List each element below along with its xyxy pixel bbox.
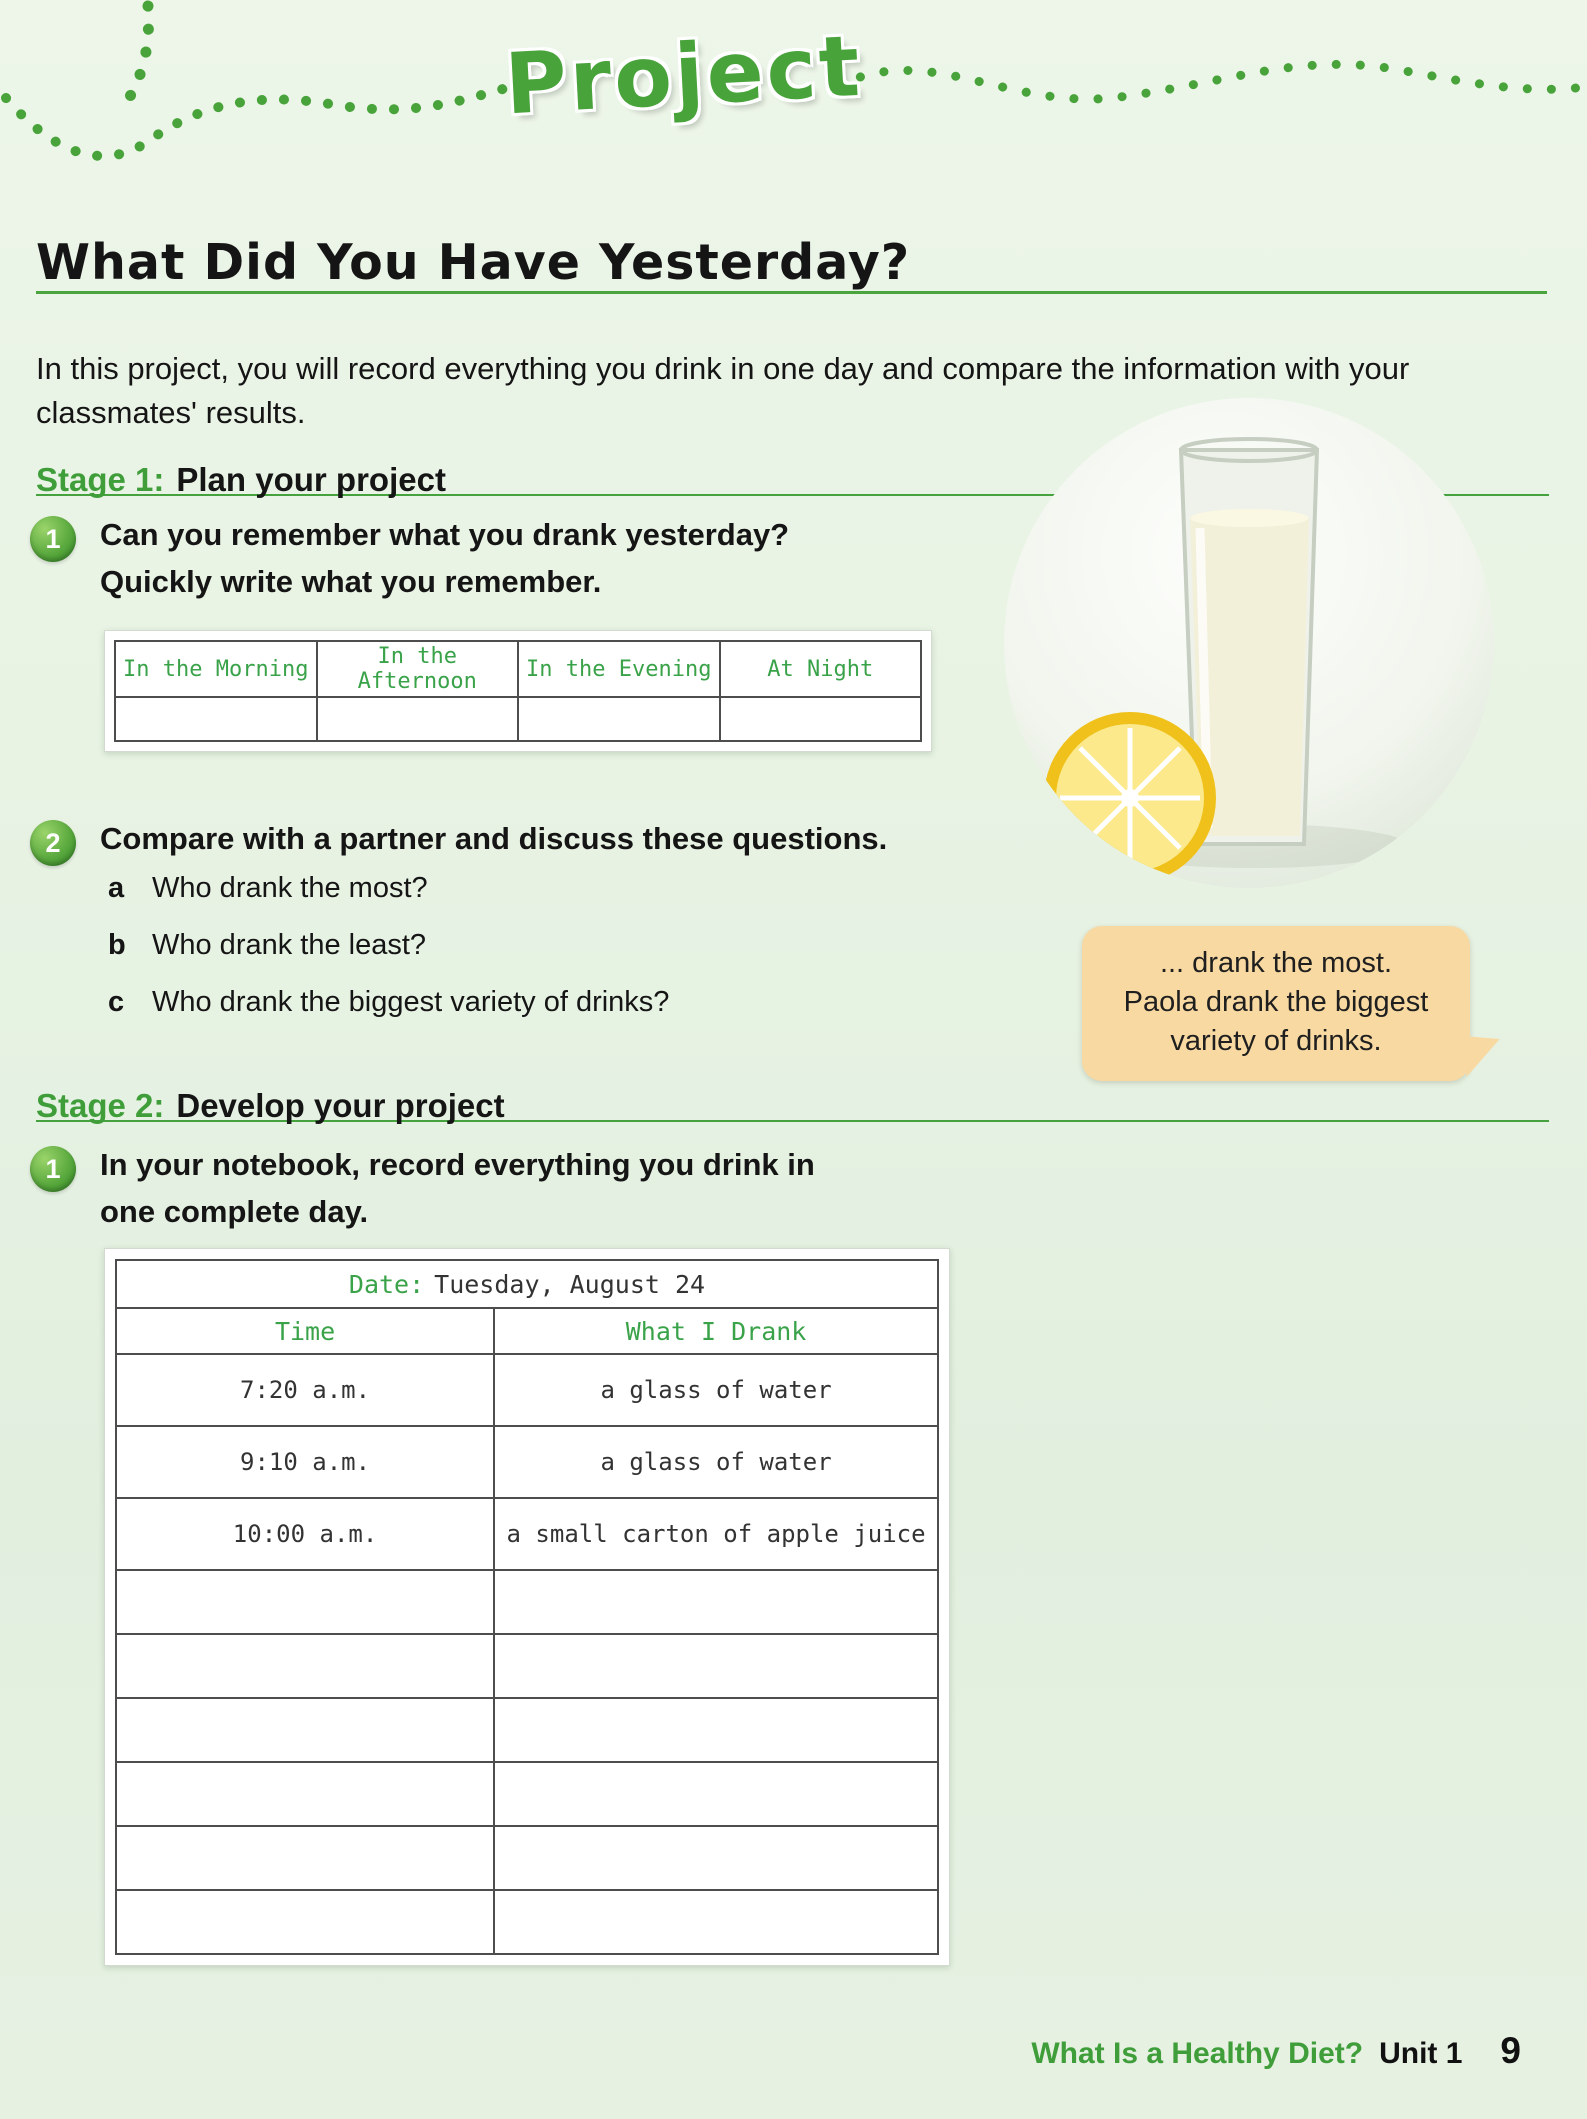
page-title: What Did You Have Yesterday?: [36, 234, 911, 291]
log-drink-cell: a glass of water: [494, 1354, 938, 1426]
log-drink-cell: [494, 1634, 938, 1698]
stage1-step2: [30, 816, 887, 866]
log-time-cell: [116, 1762, 494, 1826]
recall-header-morning: In the Morning: [115, 641, 317, 697]
recall-header-evening: In the Evening: [518, 641, 720, 697]
log-drink-cell: [494, 1698, 938, 1762]
log-row: [116, 1570, 938, 1634]
log-time-cell: [116, 1634, 494, 1698]
log-row: [116, 1634, 938, 1698]
speech-bubble-line1: ... drank the most.: [1159, 947, 1393, 979]
footer-section-title: What Is a Healthy Diet?: [1031, 2037, 1364, 2070]
log-date-value: Tuesday, August 24: [434, 1269, 706, 1299]
stage2-heading: [36, 1072, 1549, 1126]
log-date-label: Date:: [348, 1269, 425, 1299]
liquid-surface: [1191, 509, 1309, 527]
log-header-row: [116, 1308, 938, 1354]
log-time-cell: 7:20 a.m.: [116, 1354, 494, 1426]
stage1-step1-line1: Can you remember what you drank yesterday?: [100, 517, 790, 552]
discussion-questions: [108, 872, 669, 1043]
stage2-label: Stage 2:: [36, 1087, 165, 1124]
stage1-step1: [30, 512, 789, 605]
recall-table: [114, 640, 922, 742]
question-a-text: Who drank the most?: [152, 872, 428, 904]
title-block: [36, 212, 1547, 296]
speech-bubble-line3: variety of drinks.: [1170, 1025, 1382, 1058]
stage2-step1-line1: In your notebook, record everything you drink in: [100, 1147, 815, 1182]
log-drink-cell: [494, 1890, 938, 1954]
log-time-cell: 9:10 a.m.: [116, 1426, 494, 1498]
recall-header-night: At Night: [720, 641, 922, 697]
log-row: [116, 1890, 938, 1954]
log-row: [116, 1826, 938, 1890]
log-row: [116, 1762, 938, 1826]
stage1-step1-line2: Quickly write what you remember.: [100, 563, 602, 599]
recall-header-afternoon: In the Afternoon: [317, 641, 519, 697]
log-drink-cell: [494, 1762, 938, 1826]
question-b-text: Who drank the least?: [152, 929, 427, 961]
question-a: [108, 872, 669, 905]
title-underline: [36, 291, 1547, 294]
recall-table-panel: [104, 630, 932, 752]
dotted-trail-left: [6, 84, 522, 156]
log-date-cell: [116, 1260, 938, 1308]
footer-page-number: 9: [1500, 2030, 1521, 2071]
recall-cell-afternoon: [317, 697, 519, 741]
question-c: [108, 986, 669, 1019]
drink-log-table: [115, 1259, 939, 1955]
recall-cell-morning: [115, 697, 317, 741]
project-badge: Project: [502, 16, 865, 134]
stage1-label: Stage 1:: [36, 461, 165, 498]
step-number-badge: 1: [30, 1146, 76, 1192]
log-row: [116, 1698, 938, 1762]
recall-cell-night: [720, 697, 922, 741]
log-drink-cell: [494, 1570, 938, 1634]
question-c-text: Who drank the biggest variety of drinks?: [152, 986, 670, 1018]
log-drink-cell: a glass of water: [494, 1426, 938, 1498]
footer-unit-label: Unit 1: [1379, 2037, 1463, 2070]
log-drink-cell: a small carton of apple juice: [494, 1498, 938, 1570]
dotted-trail-top-left: [118, 6, 149, 114]
question-b: [108, 929, 669, 962]
recall-answer-row: [115, 697, 921, 741]
log-time-cell: [116, 1826, 494, 1890]
question-a-letter: a: [108, 872, 125, 904]
recall-header-row: [115, 641, 921, 697]
step-number-badge: 1: [30, 516, 76, 562]
drink-log-panel: [104, 1248, 950, 1966]
recall-cell-evening: [518, 697, 720, 741]
log-time-cell: 10:00 a.m.: [116, 1498, 494, 1570]
stage2-step1-line2: one complete day.: [100, 1193, 369, 1229]
log-time-cell: [116, 1570, 494, 1634]
lemonade-photo: [1002, 396, 1496, 890]
stage2-title: Develop your project: [176, 1087, 505, 1124]
dotted-trail-right: [838, 64, 1576, 99]
log-header-time: Time: [116, 1308, 494, 1354]
log-row: [116, 1354, 938, 1426]
question-b-letter: b: [108, 929, 126, 961]
stage2-step1: [30, 1142, 815, 1235]
log-date-row: [116, 1260, 938, 1308]
log-drink-cell: [494, 1826, 938, 1890]
lemon-half-icon: [1044, 712, 1216, 884]
log-row: [116, 1426, 938, 1498]
intro-text: In this project, you will record everything you drink in one day and compare the information with your classmates' results.: [36, 351, 1410, 431]
log-header-drank: What I Drank: [494, 1308, 938, 1354]
speech-bubble-line2: Paola drank the biggest: [1123, 986, 1429, 1019]
log-time-cell: [116, 1698, 494, 1762]
speech-bubble: [1082, 926, 1470, 1081]
stage1-title: Plan your project: [176, 461, 446, 498]
log-time-cell: [116, 1890, 494, 1954]
question-c-letter: c: [108, 986, 125, 1018]
speech-bubble-tail: [1458, 1028, 1506, 1077]
page-footer: [1031, 2030, 1521, 2072]
stage1-step2-text: Compare with a partner and discuss these questions.: [100, 821, 888, 856]
step-number-badge: 2: [30, 820, 76, 866]
log-row: [116, 1498, 938, 1570]
